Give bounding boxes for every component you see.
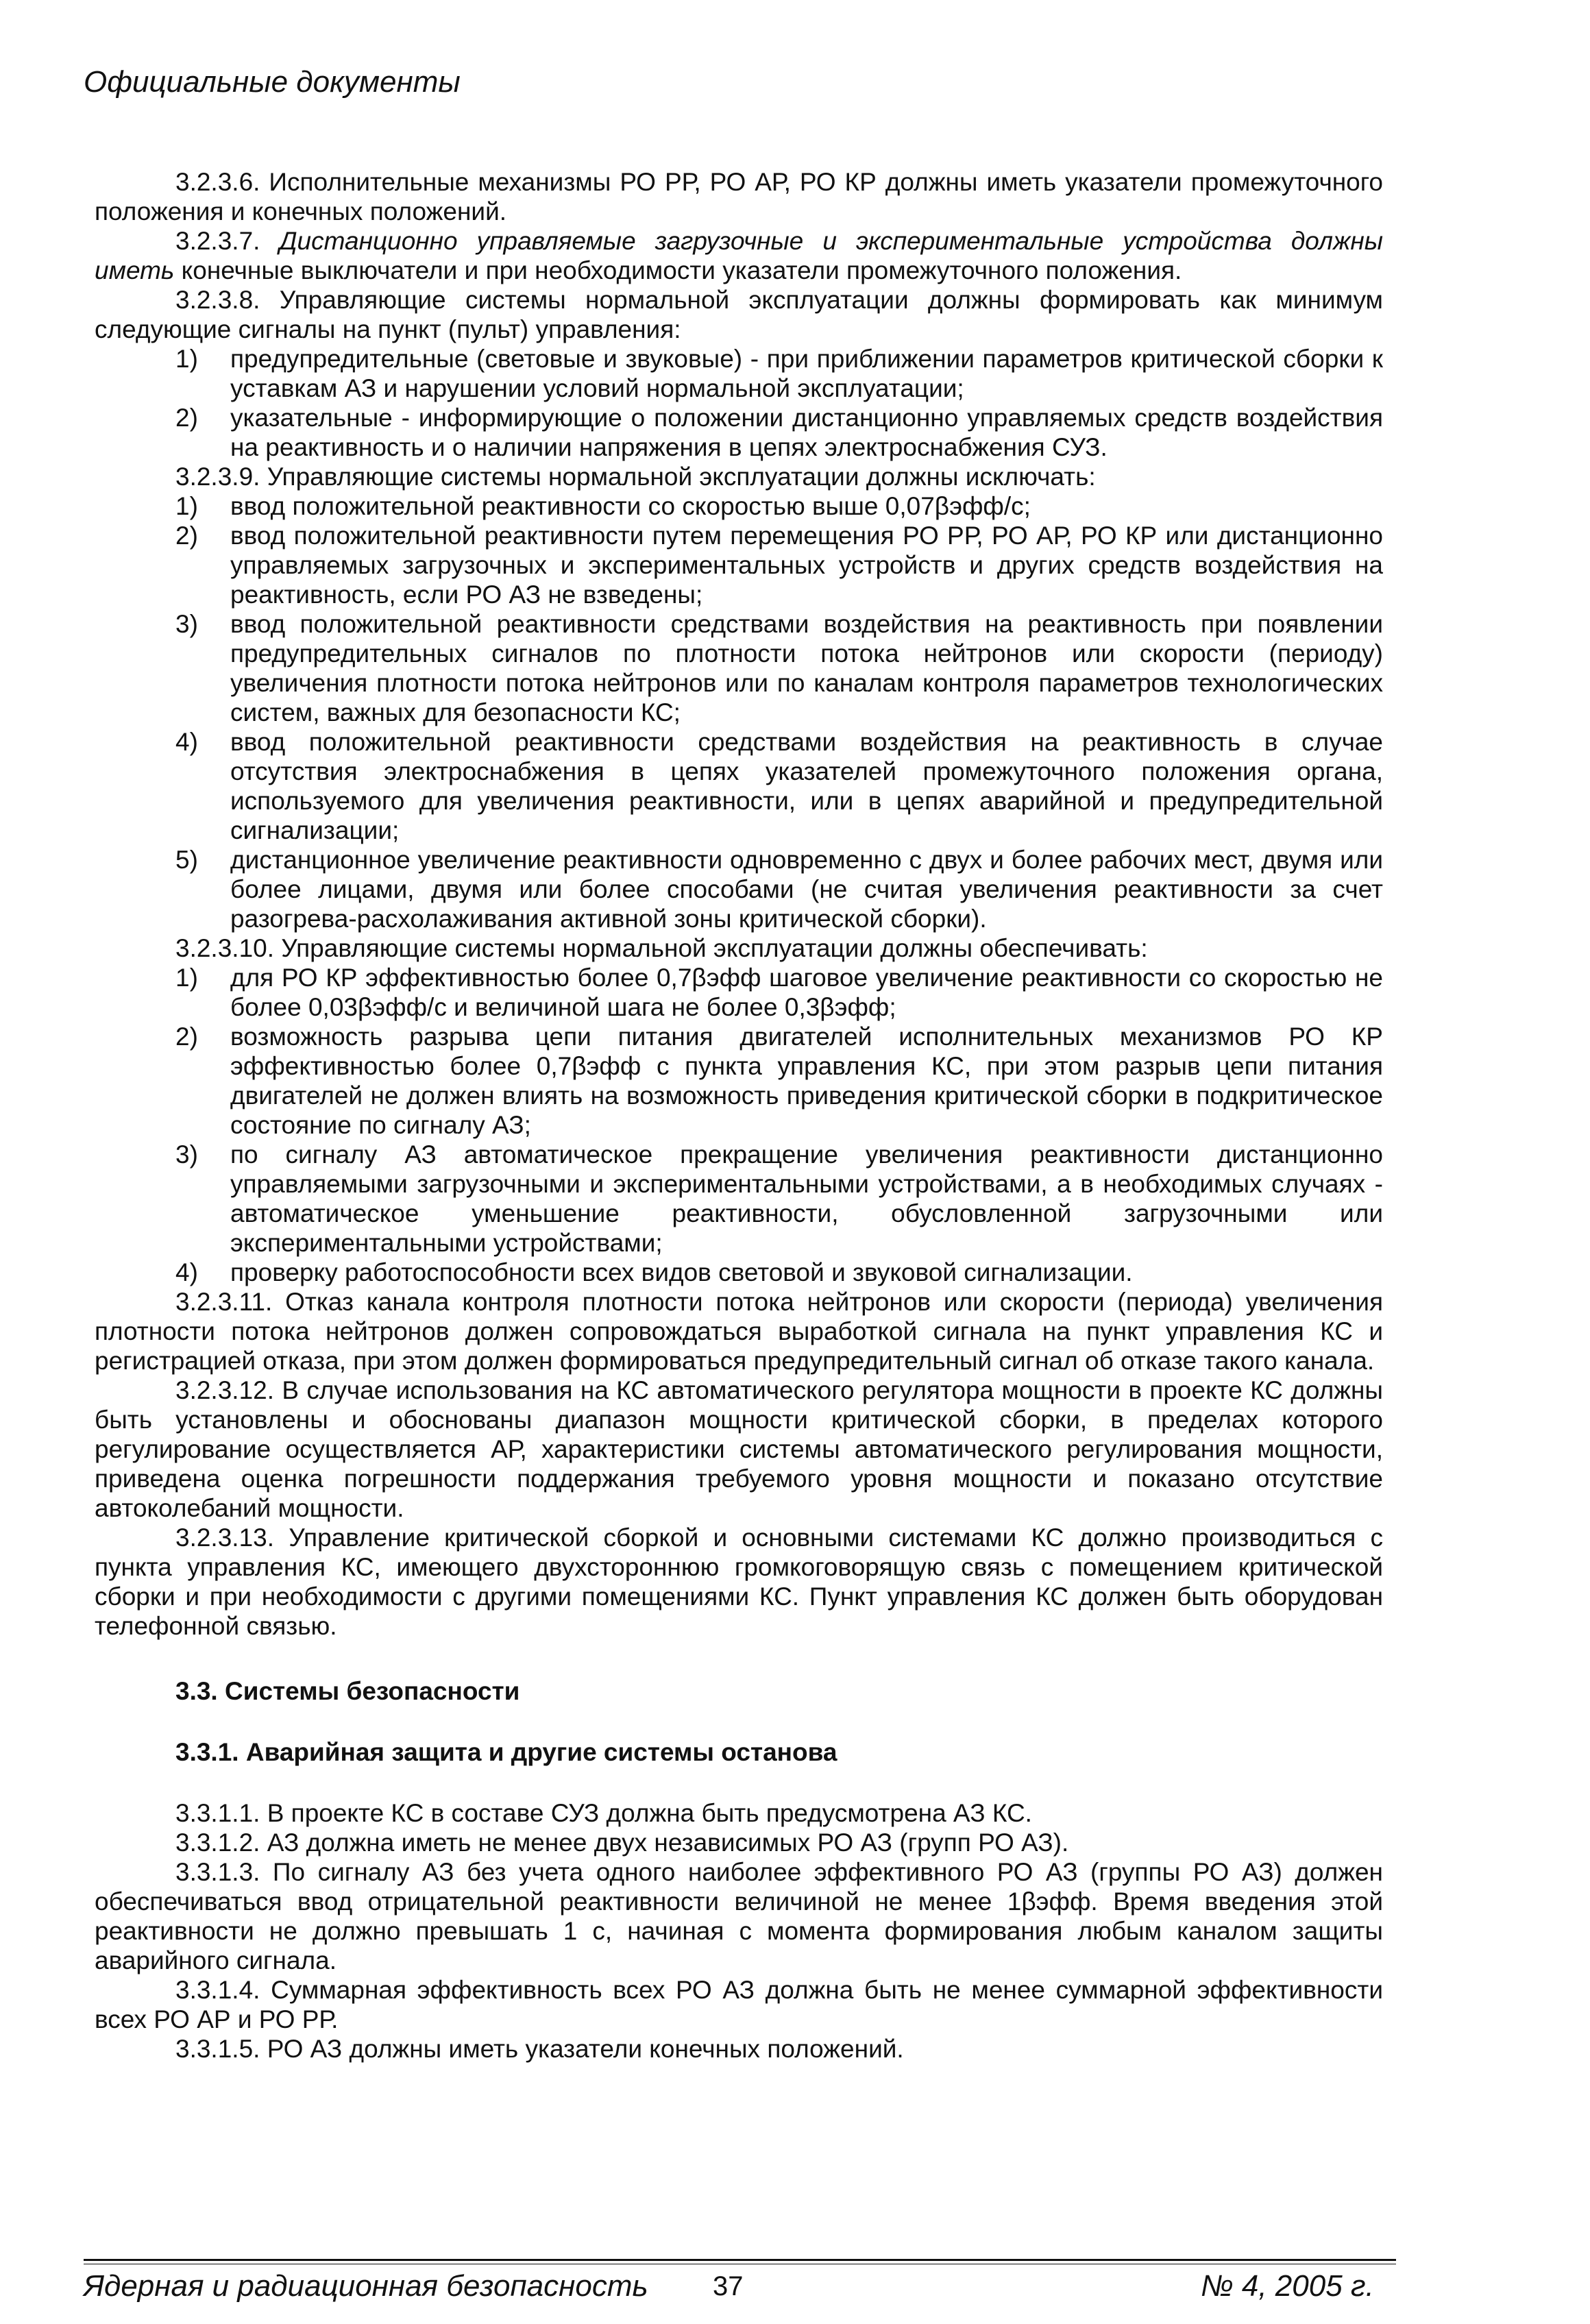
section-heading-3-3: 3.3. Системы безопасности [175, 1677, 520, 1705]
list-number: 1) [175, 345, 198, 373]
paragraph-3-2-3-7-italic: Дистанционно управляемые загрузочные и экспериментальные устройства должны иметь [95, 227, 1383, 284]
list-number: 2) [175, 1023, 198, 1051]
paragraph-3-2-3-12: 3.2.3.12. В случае использования на КС автоматического регулятора мощности в проекте КС должны быть установлены и обоснованы диапазон мощности критической сборки, в пределах которого регулирование осуществляется АР, характеристики системы автоматического регулирования мощности, приведена оценка погрешности поддержания требуемого уровня мощности и показано отсутствие автоколебаний мощности. [95, 1376, 1383, 1522]
list-number: 2) [175, 522, 198, 550]
paragraph-3-3-1-3: 3.3.1.3. По сигналу АЗ без учета одного наиболее эффективного РО АЗ (группы РО АЗ) должен обеспечиваться ввод отрицательной реактивности величиной не менее 1βэфф. Время введения этой реактивности не должно превышать 1 с, начиная с момента формирования любым каналом защиты аварийного сигнала. [95, 1858, 1383, 1974]
list-text: ввод положительной реактивности средствами воздействия на реактивность в случае отсутствия электроснабжения в цепях указателей промежуточного положения органа, используемого для увеличения реактивности, или в цепях аварийной и предупредительной сигнализации; [230, 728, 1383, 844]
paragraph-3-2-3-6: 3.2.3.6. Исполнительные механизмы РО РР, РО АР, РО КР должны иметь указатели промежуточного положения и конечных положений. [95, 168, 1383, 225]
document-body [95, 167, 1383, 2064]
list-number: 1) [175, 964, 198, 992]
list-item [95, 344, 1383, 403]
list-item [95, 491, 1383, 521]
list-text: ввод положительной реактивности путем перемещения РО РР, РО АР, РО КР или дистанционно управляемых загрузочных и экспериментальных устройств и других средств воздействия на реактивность, если РО АЗ не взведены; [230, 522, 1383, 609]
list-item [95, 727, 1383, 845]
list-item [95, 521, 1383, 609]
list-text: возможность разрыва цепи питания двигателей исполнительных механизмов РО КР эффективностью более 0,7βэфф с пункта управления КС, при этом разрыв цепи питания двигателей не должен влиять на возможность приведения критической сборки в подкритическое состояние по сигналу АЗ; [230, 1023, 1383, 1139]
footer-journal-title: Ядерная и радиационная безопасность [84, 2269, 648, 2303]
list-item [95, 845, 1383, 933]
paragraph-3-2-3-7 [95, 226, 1383, 285]
footer-page-number: 37 [713, 2271, 744, 2301]
list-text: для РО КР эффективностью более 0,7βэфф шаговое увеличение реактивности со скоростью не более 0,03βэфф/с и величиной шага не более 0,3βэфф; [230, 964, 1383, 1021]
list-text: ввод положительной реактивности со скоростью выше 0,07βэфф/с; [230, 492, 1031, 520]
paragraph-3-3-1-5: 3.3.1.5. РО АЗ должны иметь указатели конечных положений. [175, 2035, 904, 2063]
footer-issue: № 4, 2005 г. [1201, 2269, 1374, 2303]
list-item [95, 609, 1383, 727]
paragraph-3-3-1-1: 3.3.1.1. В проекте КС в составе СУЗ должна быть предусмотрена АЗ КС. [175, 1799, 1032, 1827]
paragraph-3-2-3-7-rest: конечные выключатели и при необходимости указатели промежуточного положения. [174, 256, 1182, 284]
paragraph-3-2-3-8: 3.2.3.8. Управляющие системы нормальной эксплуатации должны формировать как минимум следующие сигналы на пункт (пульт) управления: [95, 286, 1383, 343]
list-number: 4) [175, 728, 198, 756]
list-item [95, 963, 1383, 1022]
spacer [95, 1767, 1383, 1798]
list-text: ввод положительной реактивности средствами воздействия на реактивность при появлении предупредительных сигналов по плотности потока нейтронов или скорости (периоду) увеличения плотности потока нейтронов или по каналам контроля параметров технологических систем, важных для безопасности КС; [230, 610, 1383, 726]
list-number: 3) [175, 1140, 198, 1169]
list-text: проверку работоспособности всех видов световой и звуковой сигнализации. [230, 1258, 1133, 1286]
paragraph-3-3-1-4: 3.3.1.4. Суммарная эффективность всех РО АЗ должна быть не менее суммарной эффективности всех РО АР и РО РР. [95, 1976, 1383, 2033]
list-text: указательные - информирующие о положении дистанционно управляемых средств воздействия на реактивность и о наличии напряжения в цепях электроснабжения СУЗ. [230, 404, 1383, 461]
list-item [95, 1022, 1383, 1140]
list-number: 2) [175, 404, 198, 432]
list-number: 3) [175, 610, 198, 638]
list-text: предупредительные (световые и звуковые) - при приближении параметров критической сборки к уставкам АЗ и нарушении условий нормальной эксплуатации; [230, 345, 1383, 402]
paragraph-3-2-3-7-number: 3.2.3.7. [175, 227, 280, 255]
page-header: Официальные документы [84, 65, 461, 99]
spacer [95, 1706, 1383, 1737]
list-text: дистанционное увеличение реактивности одновременно с двух и более рабочих мест, двумя или более лицами, двумя или более способами (не считая увеличения реактивности за счет разогрева-расхолаживания активной зоны критической сборки). [230, 846, 1383, 933]
paragraph-3-2-3-10: 3.2.3.10. Управляющие системы нормальной эксплуатации должны обеспечивать: [175, 934, 1148, 962]
paragraph-3-2-3-13: 3.2.3.13. Управление критической сборкой и основными системами КС должно производиться с пункта управления КС, имеющего двухстороннюю громкоговорящую связь с помещением критической сборки и при необходимости с другими помещениями КС. Пункт управления КС должен быть оборудован телефонной связью. [95, 1524, 1383, 1640]
list-text: по сигналу АЗ автоматическое прекращение увеличения реактивности дистанционно управляемыми загрузочными и экспериментальными устройствами, а в необходимых случаях - автоматическое уменьшение реактивности, обусловленной загрузочными или экспериментальными устройствами; [230, 1140, 1383, 1257]
paragraph-3-2-3-9: 3.2.3.9. Управляющие системы нормальной эксплуатации должны исключать: [175, 463, 1096, 491]
section-heading-3-3-1: 3.3.1. Аварийная защита и другие системы останова [175, 1738, 837, 1766]
list-number: 5) [175, 846, 198, 874]
list-item [95, 403, 1383, 462]
list-item [95, 1140, 1383, 1258]
list-item [95, 1258, 1383, 1287]
footer-divider [84, 2259, 1396, 2261]
list-number: 4) [175, 1258, 198, 1286]
paragraph-3-2-3-11: 3.2.3.11. Отказ канала контроля плотности потока нейтронов или скорости (периода) увеличения плотности потока нейтронов должен сопровождаться выработкой сигнала на пункт управления КС и регистрацией отказа, при этом должен формироваться предупредительный сигнал об отказе такого канала. [95, 1288, 1383, 1375]
list-number: 1) [175, 492, 198, 520]
spacer [95, 1641, 1383, 1676]
paragraph-3-3-1-2: 3.3.1.2. АЗ должна иметь не менее двух независимых РО АЗ (групп РО АЗ). [175, 1828, 1069, 1857]
